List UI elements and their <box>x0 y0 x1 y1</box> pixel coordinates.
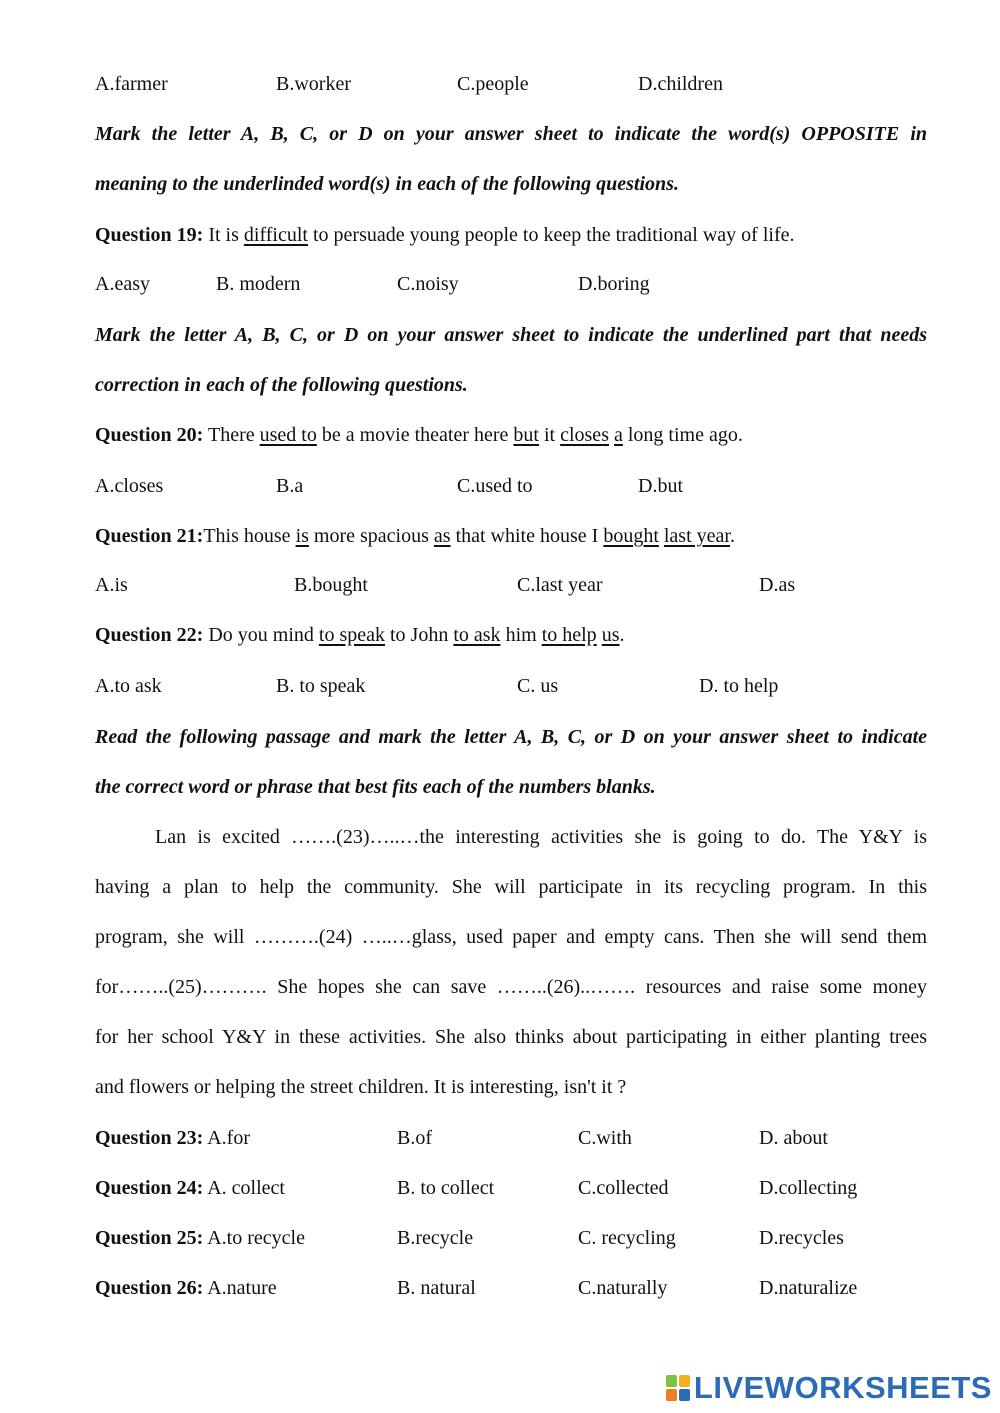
question-23 <box>0 1126 1000 1150</box>
question-22-label: Question 22: <box>95 624 204 646</box>
q18-option-d[interactable]: D.children <box>638 73 723 95</box>
q24-option-b[interactable]: B. to collect <box>397 1177 495 1199</box>
passage-line: having a plan to help the community. She will participate in its recycling program. In this <box>95 876 927 898</box>
q20-text: There <box>203 424 260 446</box>
question-26-label: Question 26: <box>95 1277 204 1299</box>
question-24-row <box>95 1176 285 1200</box>
q19-option-b[interactable]: B. modern <box>216 273 301 295</box>
q20-text: it <box>538 424 561 446</box>
question-23-label: Question 23: <box>95 1127 204 1149</box>
instruction-error-line2: correction in each of the following questions. <box>95 374 468 396</box>
q26-option-a[interactable]: A.nature <box>203 1277 277 1299</box>
q23-option-d[interactable]: D. about <box>759 1127 828 1149</box>
liveworksheets-logo[interactable] <box>666 1371 992 1405</box>
q19-option-c[interactable]: C.noisy <box>397 273 459 295</box>
question-19-underlined: difficult <box>243 224 308 246</box>
q23-option-c[interactable]: C.with <box>578 1127 632 1149</box>
logo-square-icon <box>666 1375 677 1387</box>
q20-underlined: a <box>613 424 623 446</box>
q20-underlined: but <box>513 424 539 446</box>
q22-option-c[interactable]: C. us <box>517 675 559 697</box>
q18-option-c[interactable]: C.people <box>457 73 529 95</box>
q18-option-a[interactable]: A.farmer <box>95 73 168 95</box>
logo-square-icon <box>679 1375 690 1387</box>
question-20-label: Question 20: <box>95 424 204 446</box>
q25-option-a[interactable]: A.to recycle <box>203 1227 305 1249</box>
q21-underlined: bought <box>603 525 659 547</box>
q21-underlined: last year <box>663 525 730 547</box>
q22-underlined: to speak <box>318 624 385 646</box>
instruction-passage-line2: the correct word or phrase that best fits each of the numbers blanks. <box>95 776 656 798</box>
q18-options <box>0 72 1000 96</box>
q21-options <box>0 573 1000 597</box>
q21-option-a[interactable]: A.is <box>95 574 128 596</box>
q22-underlined: to help <box>541 624 597 646</box>
question-24-label: Question 24: <box>95 1177 204 1199</box>
question-19 <box>95 223 794 247</box>
q22-option-b[interactable]: B. to speak <box>276 675 366 697</box>
q25-option-b[interactable]: B.recycle <box>397 1227 474 1249</box>
q23-option-b[interactable]: B.of <box>397 1127 432 1149</box>
q18-option-b[interactable]: B.worker <box>276 73 351 95</box>
q22-underlined: to ask <box>453 624 501 646</box>
question-24 <box>0 1176 1000 1200</box>
passage-line: Lan is excited …….(23)…..…the interesting activities she is going to do. The Y&Y is <box>155 826 927 848</box>
q19-option-d[interactable]: D.boring <box>578 273 650 295</box>
q25-option-c[interactable]: C. recycling <box>578 1227 676 1249</box>
question-25 <box>0 1226 1000 1250</box>
q21-text: more spacious <box>308 525 434 547</box>
q20-text: be a movie theater here <box>316 424 514 446</box>
question-19-text: It is <box>203 224 244 246</box>
q24-option-a[interactable]: A. collect <box>203 1177 285 1199</box>
q22-underlined: us <box>601 624 620 646</box>
q21-underlined: as <box>433 525 451 547</box>
q20-option-c[interactable]: C.used to <box>457 475 533 497</box>
q20-text: long time ago. <box>622 424 743 446</box>
question-25-row <box>95 1226 305 1250</box>
q21-option-d[interactable]: D.as <box>759 574 796 596</box>
q25-option-d[interactable]: D.recycles <box>759 1227 844 1249</box>
q26-option-c[interactable]: C.naturally <box>578 1277 668 1299</box>
q22-text: Do you mind <box>203 624 319 646</box>
q20-underlined: closes <box>560 424 609 446</box>
q22-text: him <box>500 624 542 646</box>
q20-option-a[interactable]: A.closes <box>95 475 164 497</box>
question-25-label: Question 25: <box>95 1227 204 1249</box>
q19-option-a[interactable]: A.easy <box>95 273 150 295</box>
q20-options <box>0 474 1000 498</box>
q24-option-d[interactable]: D.collecting <box>759 1177 858 1199</box>
q26-option-d[interactable]: D.naturalize <box>759 1277 858 1299</box>
passage-line: for her school Y&Y in these activities. She also thinks about participating in either planting trees <box>95 1026 927 1048</box>
passage-line: for……..(25)………. She hopes she can save ……..(26)..……. resources and raise some money <box>95 976 927 998</box>
q21-text: This house <box>203 525 296 547</box>
q22-option-d[interactable]: D. to help <box>699 675 779 697</box>
question-22 <box>95 623 624 647</box>
q22-text: . <box>619 624 625 646</box>
q21-option-c[interactable]: C.last year <box>517 574 603 596</box>
instruction-error-line1: Mark the letter A, B, C, or D on your answer sheet to indicate the underlined part that needs <box>95 324 927 346</box>
liveworksheets-logo-text: LIVEWORKSHEETS <box>693 1370 992 1405</box>
q22-option-a[interactable]: A.to ask <box>95 675 162 697</box>
question-23-row <box>95 1126 250 1150</box>
question-19-label: Question 19: <box>95 224 204 246</box>
passage-line: program, she will ……….(24) …..…glass, used paper and empty cans. Then she will send them <box>95 926 927 948</box>
question-19-text-end: to persuade young people to keep the traditional way of life. <box>307 224 795 246</box>
q22-text: to John <box>385 624 454 646</box>
q26-option-b[interactable]: B. natural <box>397 1277 476 1299</box>
q24-option-c[interactable]: C.collected <box>578 1177 669 1199</box>
q20-option-d[interactable]: D.but <box>638 475 683 497</box>
question-26-row <box>95 1276 277 1300</box>
q20-option-b[interactable]: B.a <box>276 475 304 497</box>
instruction-opposite-line2: meaning to the underlinded word(s) in each of the following questions. <box>95 173 679 195</box>
q19-options <box>0 272 1000 296</box>
passage-line: and flowers or helping the street children. It is interesting, isn't it ? <box>95 1076 627 1098</box>
liveworksheets-logo-icon <box>666 1375 690 1401</box>
question-21 <box>95 524 735 548</box>
q22-options <box>0 674 1000 698</box>
instruction-passage-line1: Read the following passage and mark the letter A, B, C, or D on your answer sheet to indicate <box>95 726 927 748</box>
q23-option-a[interactable]: A.for <box>203 1127 251 1149</box>
question-20 <box>95 423 743 447</box>
logo-square-icon <box>666 1389 677 1401</box>
q21-underlined: is <box>295 525 309 547</box>
logo-square-icon <box>679 1389 690 1401</box>
q21-text: that white house I <box>450 525 604 547</box>
q21-option-b[interactable]: B.bought <box>294 574 368 596</box>
q21-text: . <box>729 525 735 547</box>
instruction-opposite-line1: Mark the letter A, B, C, or D on your answer sheet to indicate the word(s) OPPOSITE in <box>95 123 927 145</box>
question-21-label: Question 21: <box>95 525 204 547</box>
question-26 <box>0 1276 1000 1300</box>
q20-underlined: used to <box>259 424 317 446</box>
